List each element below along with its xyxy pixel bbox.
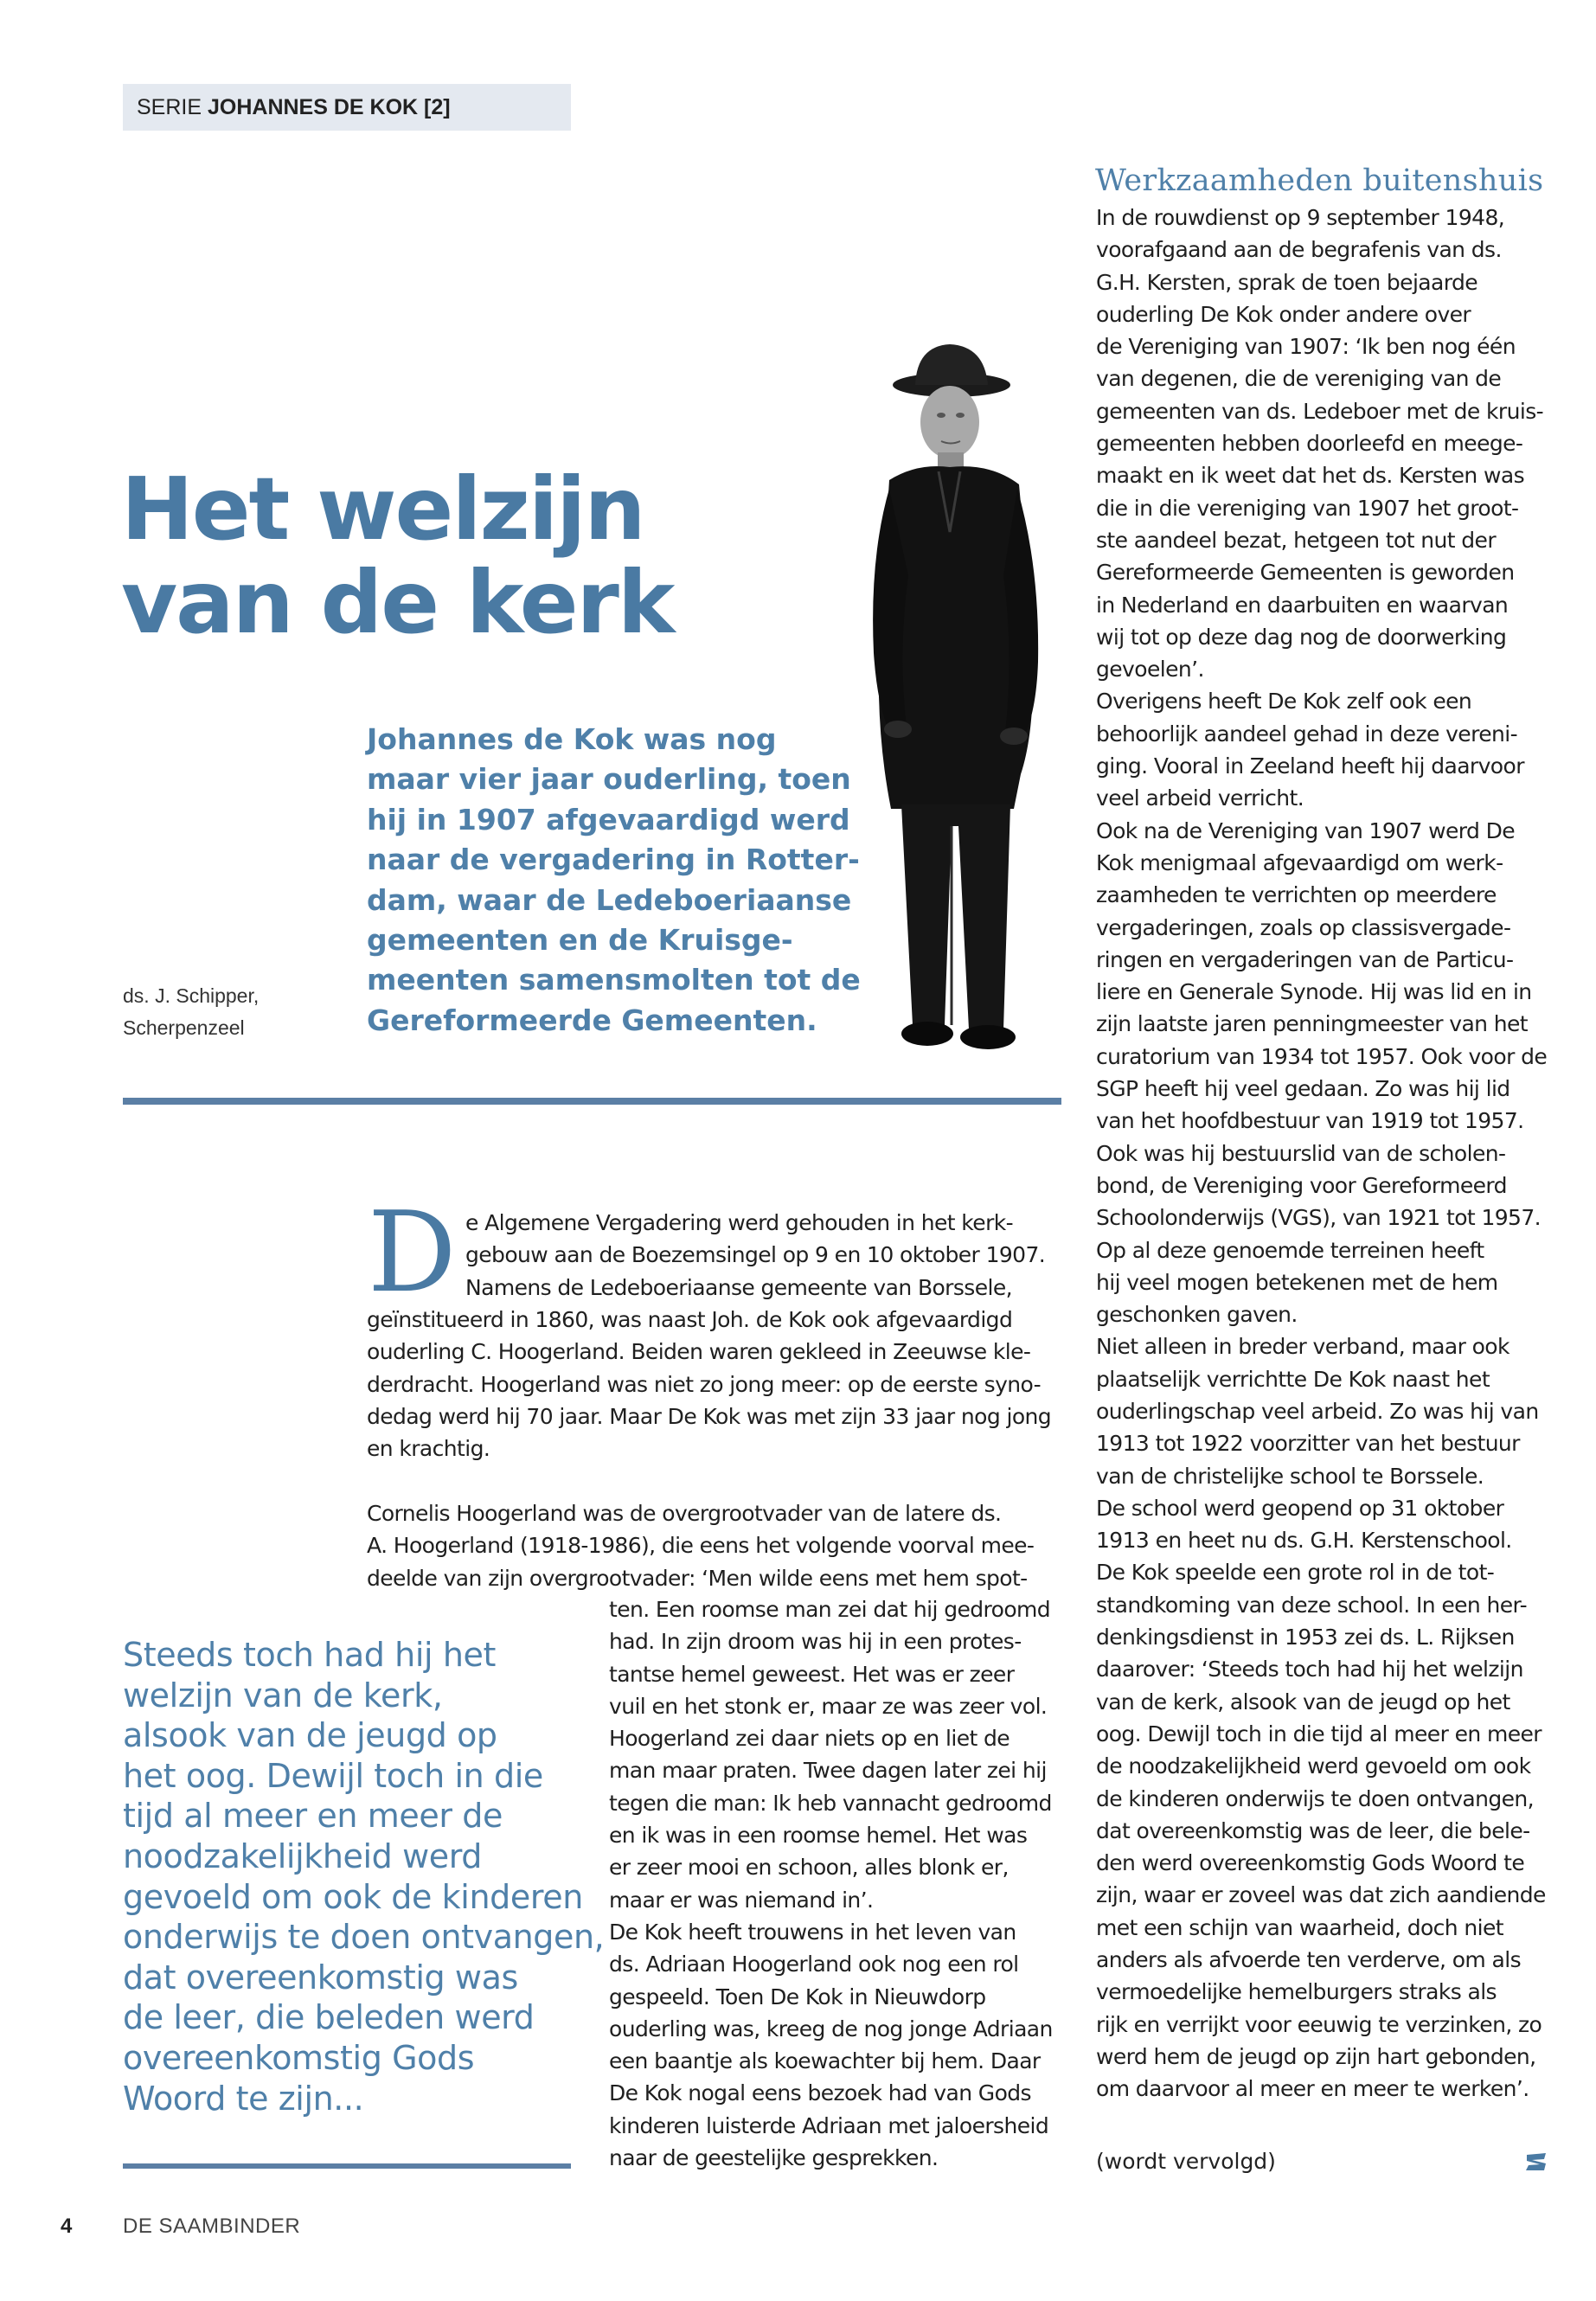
author-name: ds. J. Schipper,: [123, 984, 260, 1007]
body-line: oog. Dewijl toch in die tijd al meer en meer: [1096, 1721, 1542, 1747]
quote-line: onderwijs te doen ontvangen,: [123, 1918, 605, 1957]
body-line: de kinderen onderwijs te doen ontvangen,: [1096, 1785, 1535, 1811]
body-line: dat overeenkomstig was de leer, die bele-: [1096, 1817, 1530, 1843]
magazine-name: DE SAAMBINDER: [123, 2214, 301, 2238]
body-line: den werd overeenkomstig Gods Woord te: [1096, 1850, 1525, 1876]
body-line: werd hem de jeugd op zijn hart gebonden,: [1096, 2043, 1536, 2069]
quote-divider: [123, 2163, 571, 2169]
body-line: Ook was hij bestuurslid van de scholen-: [1096, 1140, 1506, 1166]
continued-note: (wordt vervolgd): [1096, 2149, 1276, 2174]
quote-line: noodzakelijkheid werd: [123, 1836, 482, 1875]
body-line: maakt en ik weet dat het ds. Kersten was: [1096, 463, 1525, 489]
lead-paragraph-continued: [367, 1304, 1051, 1465]
body-line: van de christelijke school te Borssele.: [1096, 1463, 1484, 1489]
body-line: zaamheden te verrichten op meerdere: [1096, 882, 1497, 908]
body-line: maar er was niemand in’.: [609, 1887, 874, 1913]
intro-line: maar vier jaar ouderling, toen: [367, 762, 851, 797]
body-line: liere en Generale Synode. Hij was lid en in: [1096, 979, 1532, 1005]
body-line: plaatselijk verrichtte De Kok naast het: [1096, 1366, 1490, 1392]
body-line: man maar praten. Twee dagen later zei hij: [609, 1758, 1047, 1784]
series-prefix: SERIE: [137, 95, 202, 119]
saambinder-s-icon: [1524, 2151, 1548, 2172]
body-line: gespeeld. Toen De Kok in Nieuwdorp: [609, 1984, 986, 2009]
body-line: curatorium van 1934 tot 1957. Ook voor de: [1096, 1043, 1548, 1069]
body-line: Schoolonderwijs (VGS), van 1921 tot 1957.: [1096, 1205, 1542, 1231]
article-title: [121, 458, 674, 653]
body-line: De Kok speelde een grote rol in de tot-: [1096, 1560, 1495, 1586]
body-line: Op al deze genoemde terreinen heeft: [1096, 1237, 1484, 1263]
body-line: ste aandeel bezat, hetgeen tot nut der: [1096, 527, 1497, 553]
intro-line: hij in 1907 afgevaardigd werd: [367, 802, 850, 836]
intro-line: naar de vergadering in Rotter-: [367, 843, 860, 877]
intro-line: Gereformeerde Gemeenten.: [367, 1003, 817, 1037]
body-line: In de rouwdienst op 9 september 1948,: [1096, 205, 1505, 230]
author-byline: [123, 980, 259, 1044]
quote-line: dat overeenkomstig was: [123, 1958, 518, 1997]
body-line: behoorlijk aandeel gehad in deze vereni-: [1096, 721, 1517, 747]
quote-line: tijd al meer en meer de: [123, 1797, 503, 1836]
section-divider: [123, 1098, 1061, 1105]
body-line: vuil en het stonk er, maar ze was zeer vol.: [609, 1693, 1048, 1719]
right-column: [1096, 202, 1547, 2106]
body-line: gemeenten hebben doorleefd en meege-: [1096, 431, 1523, 457]
body-line: Niet alleen in breder verband, maar ook: [1096, 1334, 1509, 1360]
body-line: wij tot op deze dag nog de doorwerking: [1096, 624, 1507, 650]
body-line: Kok menigmaal afgevaardigd om werk-: [1096, 849, 1503, 875]
body-line: de Vereniging van 1907: ‘Ik ben nog één: [1096, 334, 1516, 360]
title-line: van de kerk: [121, 552, 674, 653]
body-line: ouderlingschap veel arbeid. Zo was hij van: [1096, 1398, 1539, 1424]
paragraph-hoogerland: [367, 1497, 1034, 1594]
body-line: rijk en verrijkt voor eeuwig te verzinken, zo: [1096, 2011, 1542, 2037]
body-line: denkingsdienst in 1953 zei ds. L. Rijksen: [1096, 1625, 1515, 1650]
body-line: geschonken gaven.: [1096, 1302, 1298, 1328]
body-line: geïnstitueerd in 1860, was naast Joh. de Kok ook afgevaardigd: [367, 1307, 1013, 1332]
body-line: anders als afvoerde ten verderve, om als: [1096, 1947, 1522, 1973]
body-line: vermoedelijke hemelburgers straks als: [1096, 1979, 1497, 2005]
body-line: in Nederland en daarbuiten en waarvan: [1096, 592, 1509, 618]
body-line: ging. Vooral in Zeeland heeft hij daarvoor: [1096, 753, 1524, 779]
quote-line: welzijn van de kerk,: [123, 1676, 443, 1715]
body-line: tegen die man: Ik heb vannacht gedroomd: [609, 1790, 1052, 1816]
quote-line: gevoeld om ook de kinderen: [123, 1877, 583, 1916]
title-line: Het welzijn: [121, 458, 644, 560]
body-line: kinderen luisterde Adriaan met jaloersheid: [609, 2112, 1049, 2138]
body-line: derdracht. Hoogerland was niet zo jong meer: op de eerste syno-: [367, 1371, 1042, 1397]
body-line: zijn, waar er zoveel was dat zich aandiende: [1096, 1882, 1546, 1908]
body-line: Cornelis Hoogerland was de overgrootvader van de latere ds.: [367, 1501, 1002, 1526]
quote-line: overeenkomstig Gods: [123, 2038, 475, 2077]
pull-quote: [123, 1635, 605, 2118]
quote-line: Steeds toch had hij het: [123, 1636, 496, 1674]
body-line: had. In zijn droom was hij in een protes-: [609, 1629, 1022, 1655]
body-line: naar de geestelijke gesprekken.: [609, 2145, 939, 2171]
body-line: Gereformeerde Gemeenten is geworden: [1096, 560, 1515, 586]
body-line: deelde van zijn overgrootvader: ‘Men wilde eens met hem spot-: [367, 1565, 1028, 1591]
author-location: Scherpenzeel: [123, 1016, 245, 1039]
body-line: De Kok heeft trouwens in het leven van: [609, 1919, 1016, 1945]
intro-line: dam, waar de Ledeboeriaanse: [367, 882, 852, 917]
body-line: die in die vereniging van 1907 het groot-: [1096, 495, 1519, 521]
series-header: [123, 84, 571, 131]
body-line: en krachtig.: [367, 1436, 490, 1462]
quote-line: alsook van de jeugd op: [123, 1716, 497, 1755]
body-line: bond, de Vereniging voor Gereformeerd: [1096, 1172, 1507, 1198]
narrow-column: [609, 1593, 1053, 2174]
body-line: De Kok nogal eens bezoek had van Gods: [609, 2080, 1031, 2106]
body-line: 1913 tot 1922 voorzitter van het bestuur: [1096, 1431, 1520, 1457]
body-line: er zeer mooi en schoon, alles blonk er,: [609, 1855, 1009, 1881]
body-line: ouderling De Kok onder andere over: [1096, 301, 1471, 327]
body-line: e Algemene Vergadering werd gehouden in het kerk-: [465, 1210, 1014, 1235]
body-line: en ik was in een roomse hemel. Het was: [609, 1823, 1028, 1849]
body-line: van degenen, die de vereniging van de: [1096, 366, 1502, 392]
intro-line: gemeenten en de Kruisge-: [367, 923, 793, 958]
body-line: met een schijn van waarheid, doch niet: [1096, 1914, 1503, 1940]
body-line: 1913 en heet nu ds. G.H. Kerstenschool.: [1096, 1528, 1512, 1554]
page-number: 4: [61, 2214, 73, 2238]
body-line: vergaderingen, zoals op classisvergade-: [1096, 914, 1511, 940]
body-line: een baantje als koewachter bij hem. Daar: [609, 2048, 1041, 2074]
section-heading: Werkzaamheden buitenshuis: [1095, 163, 1544, 198]
body-line: De school werd geopend op 31 oktober: [1096, 1495, 1504, 1521]
body-line: ten. Een roomse man zei dat hij gedroomd: [609, 1597, 1051, 1622]
body-line: voorafgaand aan de begrafenis van ds.: [1096, 237, 1502, 263]
body-line: daarover: ‘Steeds toch had hij het welzijn: [1096, 1657, 1523, 1682]
quote-line: het oog. Dewijl toch in die: [123, 1756, 543, 1795]
intro-line: meenten samensmolten tot de: [367, 963, 861, 997]
body-line: G.H. Kersten, sprak de toen bejaarde: [1096, 269, 1478, 295]
quote-line: Woord te zijn...: [123, 2079, 364, 2118]
body-line: Ook na de Vereniging van 1907 werd De: [1096, 817, 1516, 843]
body-line: A. Hoogerland (1918-1986), die eens het volgende voorval mee-: [367, 1533, 1035, 1559]
portrait-photo: [787, 169, 1073, 1068]
body-line: zijn laatste jaren penningmeester van het: [1096, 1011, 1528, 1037]
body-line: gebouw aan de Boezemsingel op 9 en 10 oktober 1907.: [465, 1242, 1046, 1268]
body-line: Hoogerland zei daar niets op en liet de: [609, 1726, 1010, 1752]
body-line: Overigens heeft De Kok zelf ook een: [1096, 689, 1472, 715]
body-line: ouderling was, kreeg de nog jonge Adriaan: [609, 2016, 1053, 2041]
body-line: ouderling C. Hoogerland. Beiden waren gekleed in Zeeuwse kle-: [367, 1339, 1031, 1365]
drop-cap: D: [368, 1189, 457, 1317]
body-line: om daarvoor al meer en meer te werken’.: [1096, 2076, 1529, 2102]
body-line: standkoming van deze school. In een her-: [1096, 1592, 1527, 1618]
body-line: dedag werd hij 70 jaar. Maar De Kok was met zijn 33 jaar nog jong: [367, 1403, 1052, 1429]
body-line: van de kerk, alsook van de jeugd op het: [1096, 1689, 1510, 1715]
body-line: gemeenten van ds. Ledeboer met de kruis-: [1096, 398, 1544, 424]
intro-text: [367, 720, 861, 1041]
body-line: ds. Adriaan Hoogerland ook nog een rol: [609, 1952, 1019, 1977]
body-line: van het hoofdbestuur van 1919 tot 1957.: [1096, 1108, 1524, 1134]
body-line: gevoelen’.: [1096, 657, 1204, 683]
series-title: JOHANNES DE KOK [2]: [207, 95, 451, 119]
body-line: hij veel mogen betekenen met de hem: [1096, 1269, 1498, 1295]
body-line: de noodzakelijkheid werd gevoeld om ook: [1096, 1753, 1531, 1779]
quote-line: de leer, die beleden werd: [123, 1998, 535, 2037]
body-line: tantse hemel geweest. Het was er zeer: [609, 1661, 1015, 1687]
lead-paragraph: [465, 1207, 1045, 1304]
body-line: Namens de Ledeboeriaanse gemeente van Borssele,: [465, 1274, 1012, 1300]
body-line: SGP heeft hij veel gedaan. Zo was hij lid: [1096, 1076, 1510, 1102]
intro-line: Johannes de Kok was nog: [367, 722, 777, 756]
body-line: veel arbeid verricht.: [1096, 785, 1304, 811]
body-line: ringen en vergaderingen van de Particu-: [1096, 946, 1514, 972]
